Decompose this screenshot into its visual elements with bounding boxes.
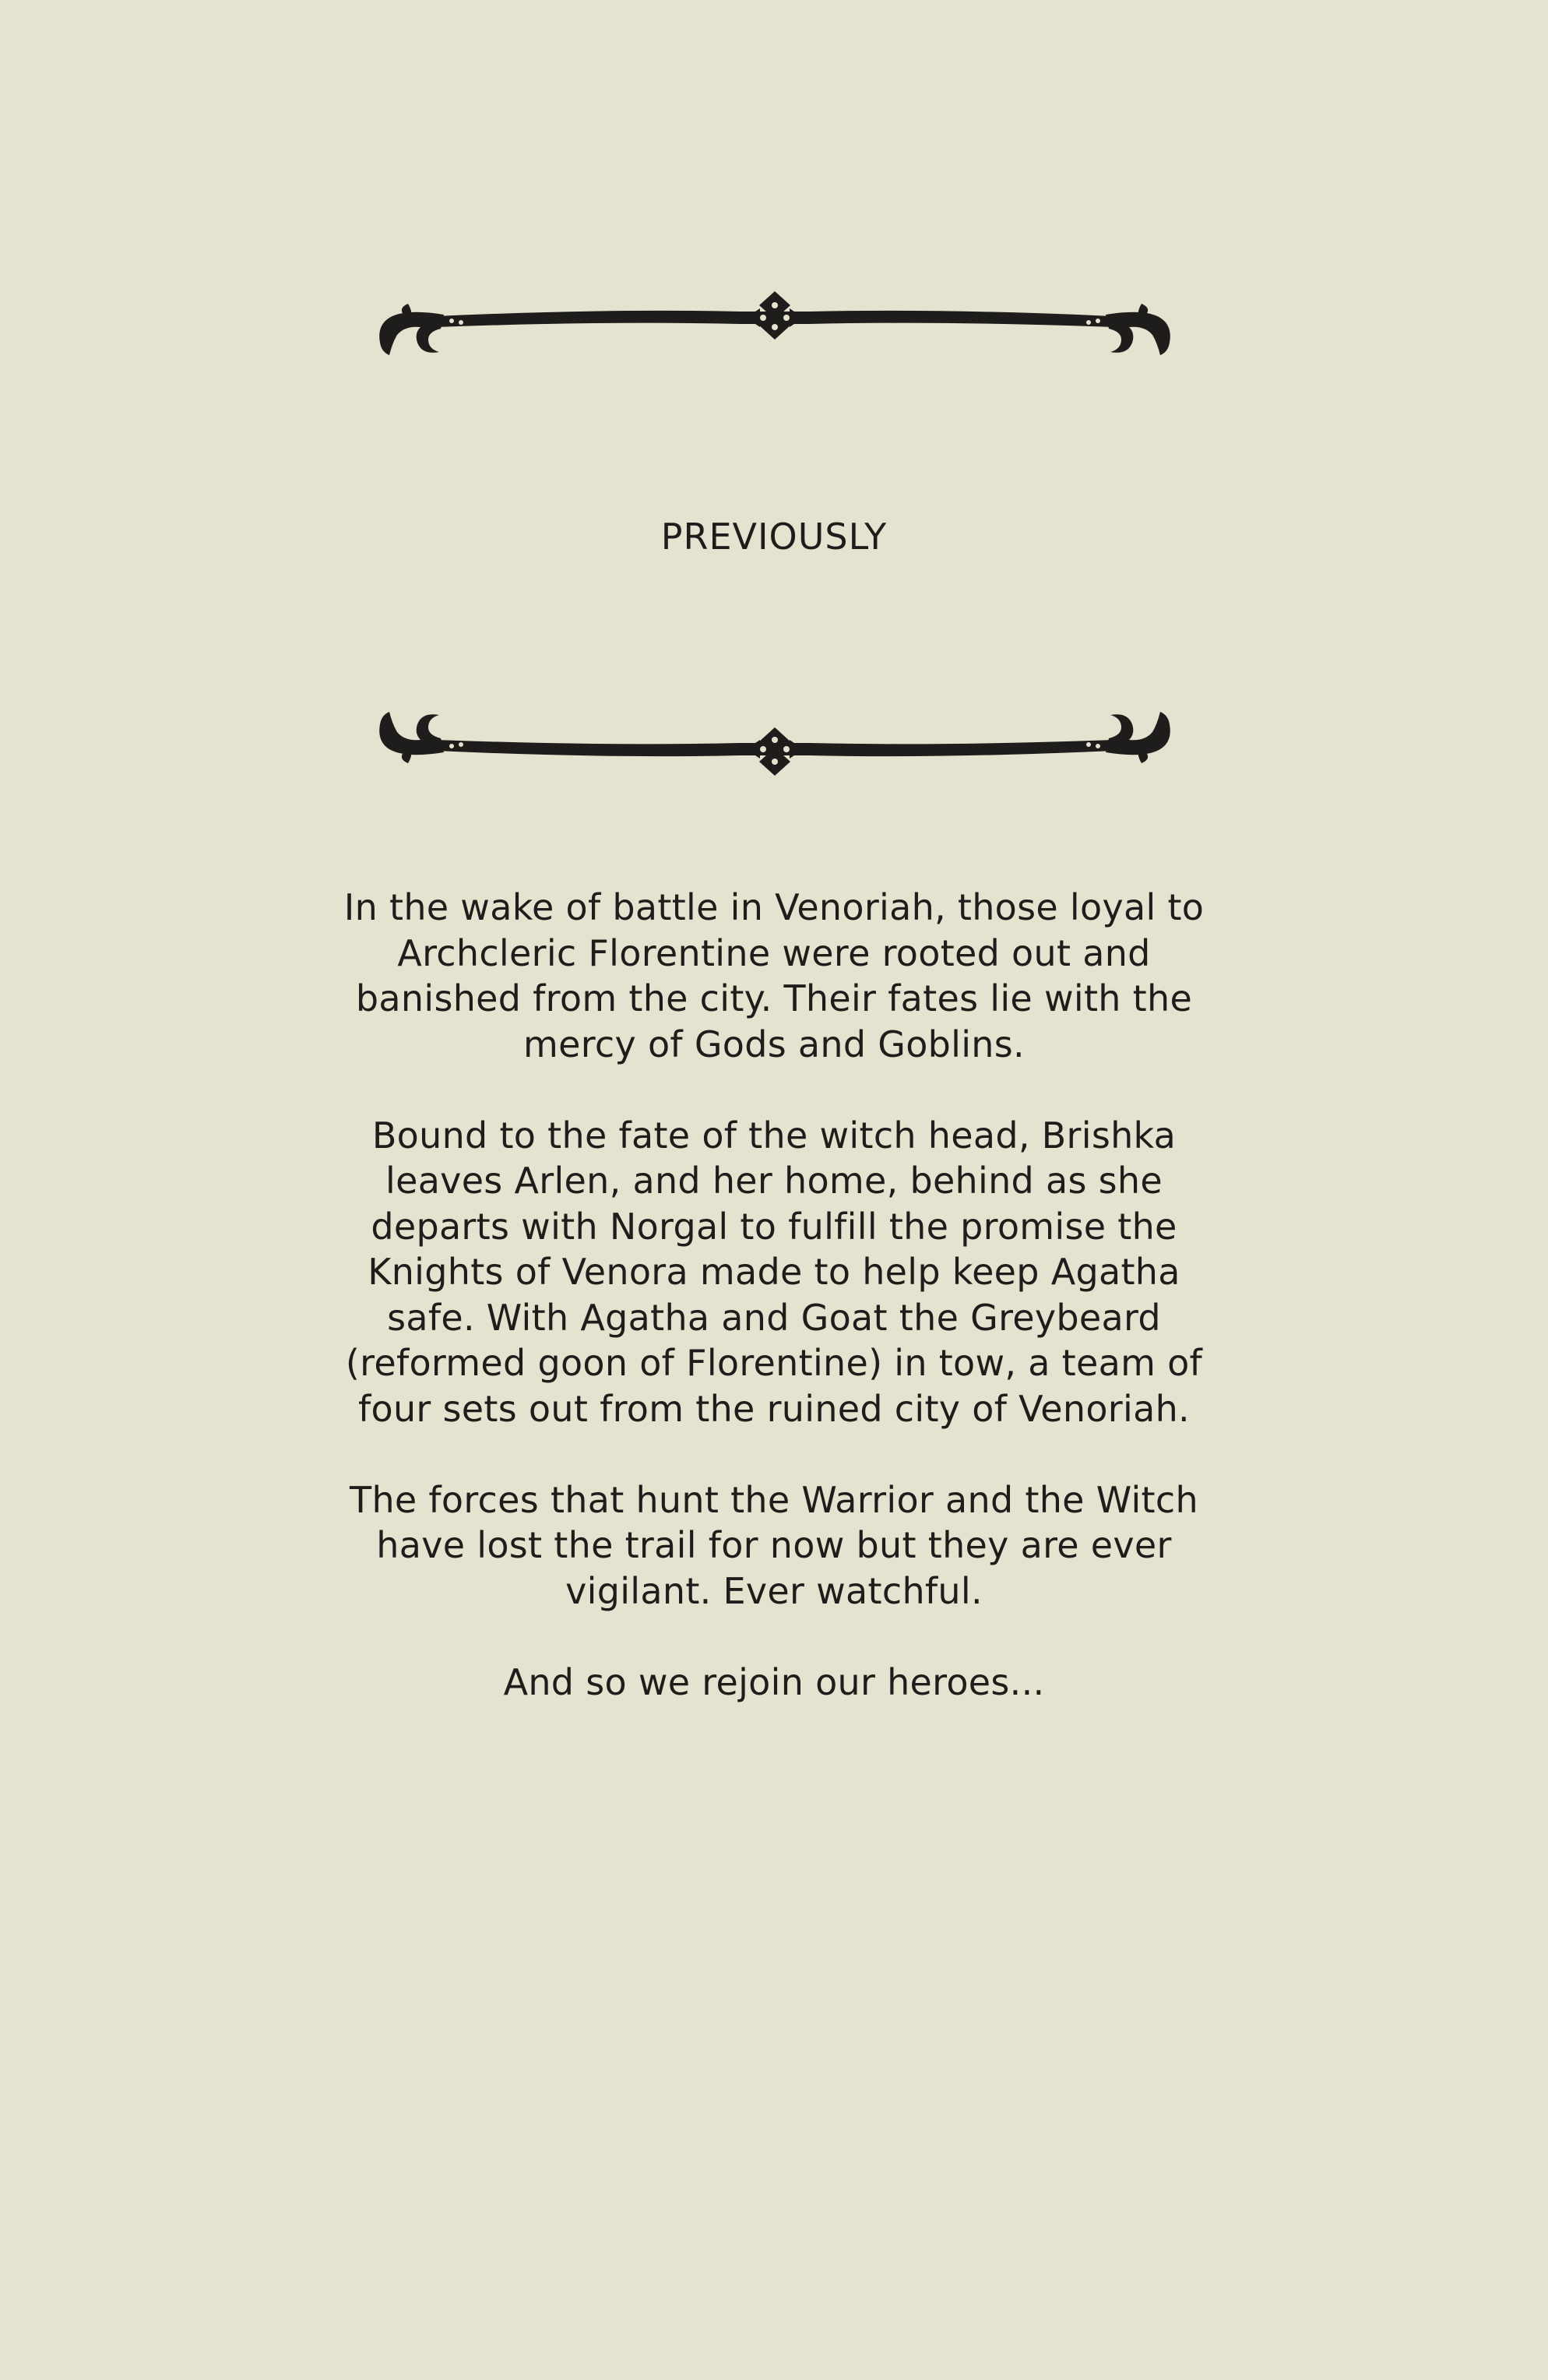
recap-paragraph: In the wake of battle in Venoriah, those loyal to Archcleric Florentine were rooted out and banished from the city. Their fates lie with the mercy of Gods and Goblins. (343, 886, 1205, 1065)
recap-paragraph: Bound to the fate of the witch head, Brishka leaves Arlen, and her home, behind as she departs with Norgal to fulfill the promise the Knights of Venora made to help keep Agatha safe. With Agatha and Goat the Greybeard (reformed goon of Florentine) in tow, a team of four sets out from the ruined city of Venoriah. (345, 1114, 1203, 1430)
recap-text (335, 885, 1213, 1751)
recap-paragraph: The forces that hunt the Warrior and the Witch have lost the trail for now but they are ever vigilant. Ever watchful. (350, 1478, 1198, 1612)
ornamental-divider-top-icon (374, 277, 1176, 363)
page-title: PREVIOUSLY (660, 516, 888, 558)
ornamental-divider-bottom-icon (374, 704, 1176, 790)
recap-paragraph: And so we rejoin our heroes... (503, 1660, 1045, 1703)
